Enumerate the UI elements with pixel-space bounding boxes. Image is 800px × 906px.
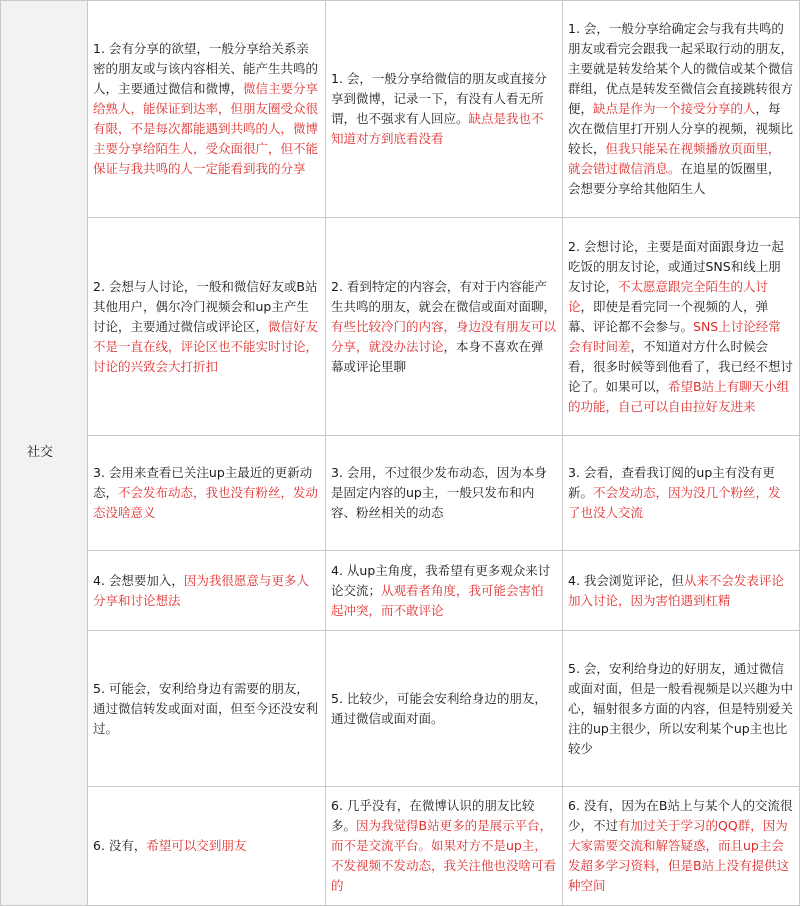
answer-cell <box>563 436 800 551</box>
highlighted-text: 但我只能呆在视频播放页面里，就会错过微信消息。 <box>568 141 781 176</box>
answer-cell <box>88 551 326 631</box>
answer-text: 5. 会，安利给身边的好朋友，通过微信或面对面，但是一般看视频是以兴趣为中心，辐射很多方面的内容，但是特别爱关注的up主很少，所以安利某个up主也比较少 <box>568 660 794 756</box>
table-row <box>1 436 800 551</box>
highlighted-text: 因为我觉得B站更多的是展示平台，而不是交流平台。如果对方不是up主，不发视频不发动态，我关注他也没啥可看的 <box>331 818 557 893</box>
answer-text: 2. 会想讨论，主要是面对面跟身边一起吃饭的朋友讨论，或通过SNS和线上朋友讨论， <box>568 238 784 294</box>
answer-cell <box>563 787 800 906</box>
table-row <box>1 631 800 787</box>
answer-cell <box>326 218 563 436</box>
answer-cell <box>563 631 800 787</box>
answer-text: 3. 会用来查看已关注up主最近的更新动态， <box>93 465 313 500</box>
table-row <box>1 787 800 906</box>
category-cell <box>1 1 88 906</box>
answer-text: 1. 会有分享的欲望，一般分享给关系亲密的朋友或与该内容相关、能产生共鸣的人，主要通过微信和微博， <box>93 41 319 96</box>
answer-cell <box>88 631 326 787</box>
answer-text: 3. 会用，不过很少发布动态，因为本身是固定内容的up主，一般只发布和内容、粉丝相关的动态 <box>331 465 547 520</box>
answer-text: 4. 我会浏览评论，但 <box>568 572 684 588</box>
answer-cell <box>563 218 800 436</box>
table-row <box>1 218 800 436</box>
answer-text: ，本身不喜欢在弹幕或评论里聊 <box>331 338 544 374</box>
answer-text: 6. 没有， <box>93 838 147 853</box>
answer-cell <box>88 218 326 436</box>
answer-cell <box>326 631 563 787</box>
highlighted-text: SNS上讨论经常会有时间差 <box>568 318 781 354</box>
highlighted-text: 因为我很愿意与更多人分享和讨论想法 <box>93 572 309 608</box>
answer-text: 3. 会看，查看我订阅的up主有没有更新。 <box>568 465 775 500</box>
answer-text: 4. 从up主角度，我希望有更多观众来讨论交流； <box>331 562 551 598</box>
answer-cell <box>326 787 563 906</box>
answer-text: 1. 会，一般分享给确定会与我有共鸣的朋友或看完会跟我一起采取行动的朋友，主要就是转发给某个人的微信或某个微信群组，优点是转发至微信会直接跳转很方便， <box>568 21 794 116</box>
answer-text: 在追星的饭圈里，会想要分享给其他陌生人 <box>568 161 781 196</box>
highlighted-text: 缺点是我也不知道对方到底看没看 <box>331 111 544 146</box>
highlighted-text: 从来不会发表评论加入讨论，因为害怕遇到杠精 <box>568 572 784 608</box>
answer-text: 6. 没有，因为在B站上与某个人的交流很少，不过 <box>568 798 793 833</box>
highlighted-text: 缺点是作为一个接受分享的人 <box>593 101 756 116</box>
answer-cell <box>563 1 800 218</box>
answer-cell <box>326 1 563 218</box>
highlighted-text: 从观看者角度，我可能会害怕起冲突，而不敢评论 <box>331 582 544 618</box>
answer-text: 1. 会，一般分享给微信的朋友或直接分享到微博，记录一下，有没有人看无所谓，也不强求有人回应。 <box>331 71 547 126</box>
highlighted-text: 不会发动态，因为没几个粉丝，发了也没人交流 <box>568 485 781 520</box>
answer-text: 2. 看到特定的内容会，有对于内容能产生共鸣的朋友，就会在微信或面对面聊， <box>331 278 557 314</box>
table-row <box>1 1 800 218</box>
highlighted-text: 希望可以交到朋友 <box>146 838 247 853</box>
highlighted-text: 不会发布动态，我也没有粉丝，发动态没啥意义 <box>93 485 319 520</box>
highlighted-text: 有些比较冷门的内容，身边没有朋友可以分享，就没办法讨论 <box>331 318 557 354</box>
answer-text: 5. 比较少，可能会安利给身边的朋友，通过微信或面对面。 <box>331 690 547 726</box>
answer-cell <box>88 787 326 906</box>
answer-cell <box>326 436 563 551</box>
highlighted-text: 微信主要分享给熟人，能保证到达率，但朋友圈受众很有限，不是每次都能遇到共鸣的人，微博主要分享给陌生人，受众面很广，但不能保证与我共鸣的人一定能看到我的分享 <box>93 81 319 176</box>
answer-text: 5. 可能会，安利给身边有需要的朋友，通过微信转发或面对面，但至今还没安利过。 <box>93 680 319 736</box>
category-label: 社交 <box>26 445 53 460</box>
table-row <box>1 551 800 631</box>
answer-cell <box>563 551 800 631</box>
answer-text: 4. 会想要加入， <box>93 572 184 588</box>
highlighted-text: 希望B站上有聊天小组的功能，自己可以自由拉好友进来 <box>568 378 790 414</box>
answer-cell <box>88 1 326 218</box>
answer-text: ，不知道对方什么时候会看，很多时候等到他看了，我已经不想讨论了。如果可以， <box>568 338 794 394</box>
answer-text: ，即使是看完同一个视频的人，弹幕、评论都不会参与。 <box>568 298 769 334</box>
highlighted-text: 微信好友不是一直在线，评论区也不能实时讨论，讨论的兴致会大打折扣 <box>93 318 319 374</box>
answer-cell <box>88 436 326 551</box>
answer-text: 6. 几乎没有，在微博认识的朋友比较多。 <box>331 798 535 833</box>
answer-cell <box>326 551 563 631</box>
answer-text: 2. 会想与人讨论，一般和微信好友或B站其他用户，偶尔冷门视频会和up主产生讨论，主要通过微信或评论区， <box>93 278 318 334</box>
answer-text: ，每次在微信里打开别人分享的视频，视频比较长， <box>568 101 794 156</box>
highlighted-text: 不太愿意跟完全陌生的人讨论 <box>568 278 769 314</box>
highlighted-text: 有加过关于学习的QQ群，因为大家需要交流和解答疑惑，而且up主会发超多学习资料，但是B站上没有提供这种空间 <box>568 818 790 893</box>
